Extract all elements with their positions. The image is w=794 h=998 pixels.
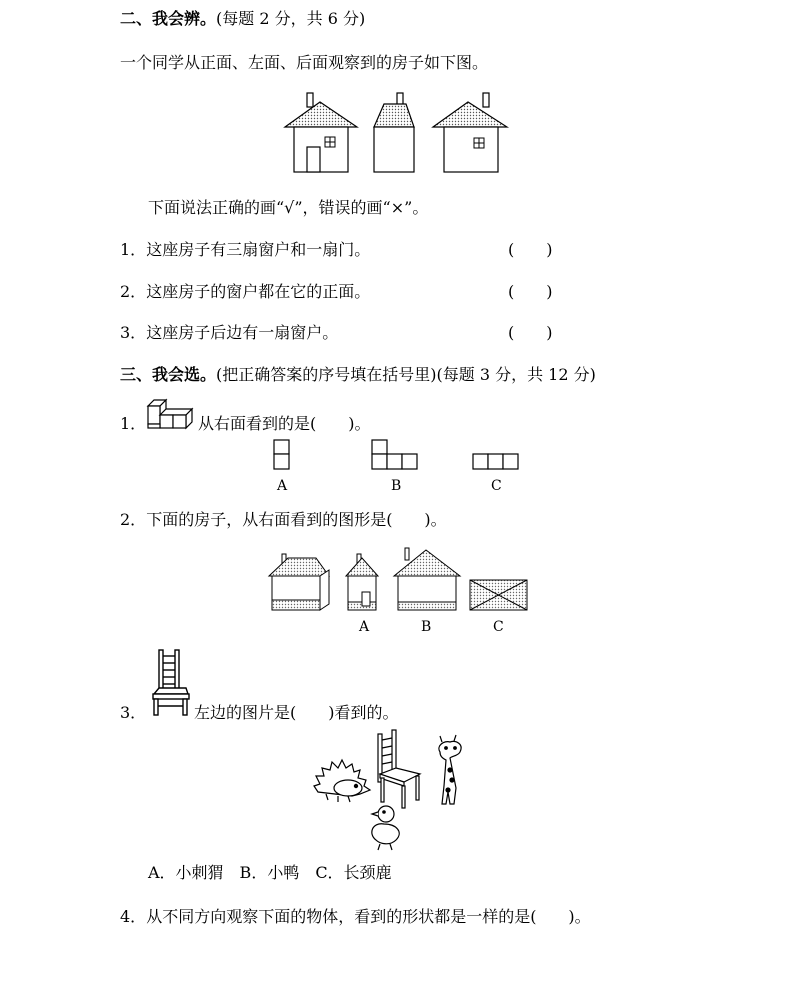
q2-option-a-figure	[346, 554, 378, 610]
s3-q1-num: 1．	[120, 414, 147, 433]
q1-option-a-label: A	[277, 478, 288, 494]
q1-option-a-figure	[273, 439, 291, 471]
s2-item-1-num: 1．	[120, 240, 147, 259]
s3-q4	[120, 906, 591, 928]
s3-q2-num: 2．	[120, 510, 147, 529]
s3-q2-text: 下面的房子，从右面看到的图形是( )。	[146, 510, 447, 529]
s3-q4-num: 4．	[120, 907, 147, 926]
animals-around-chair-figure	[312, 728, 488, 852]
section3-score: (把正确答案的序号填在括号里)(每题 3 分，共 12 分)	[216, 365, 596, 384]
s2-item-3-text: 这座房子后边有一扇窗户。	[146, 323, 339, 342]
section2-score: (每题 2 分，共 6 分)	[216, 9, 366, 28]
q2-option-a-label: A	[359, 619, 370, 635]
q2-house	[269, 554, 329, 610]
house-views-figure	[280, 90, 520, 180]
s2-item-2-num: 2．	[120, 282, 147, 301]
house-left-view	[374, 93, 414, 172]
q2-option-b-figure	[394, 548, 460, 610]
q1-option-b-label: B	[391, 478, 402, 494]
s2-item-2-answer[interactable]: ( )	[508, 282, 553, 301]
s3-q3-num: 3．	[120, 703, 147, 722]
section2-intro: 一个同学从正面、左面、后面观察到的房子如下图。	[120, 53, 489, 72]
s3-q4-text: 从不同方向观察下面的物体，看到的形状都是一样的是( )。	[146, 907, 591, 926]
s2-item-2-text: 这座房子的窗户都在它的正面。	[146, 282, 371, 301]
s3-q3-choices: A．小刺猬 B．小鸭 C．长颈鹿	[148, 863, 392, 882]
cube-arrangement-figure	[146, 396, 196, 432]
q2-option-c-label: C	[493, 619, 504, 635]
s3-q1-text: 从右面看到的是( )。	[198, 414, 371, 433]
hedgehog-icon	[314, 760, 370, 802]
s3-q3-text: 左边的图片是( )看到的。	[194, 703, 399, 722]
duck-icon	[372, 806, 399, 850]
q1-option-b-figure	[371, 439, 421, 471]
s2-item-1	[120, 239, 370, 261]
house-front-view	[285, 93, 357, 172]
q2-option-b-label: B	[421, 619, 432, 635]
section2-title: 二、我会辨。	[120, 9, 217, 28]
s2-item-3-num: 3．	[120, 323, 147, 342]
section2-heading	[120, 8, 365, 30]
q1-option-c-label: C	[491, 478, 502, 494]
s2-item-1-text: 这座房子有三扇窗户和一扇门。	[146, 240, 371, 259]
s2-item-3	[120, 322, 338, 344]
house-back-view	[433, 93, 507, 172]
q2-option-c-figure	[470, 580, 527, 610]
s2-item-3-answer[interactable]: ( )	[508, 323, 553, 342]
q1-option-c-figure	[472, 453, 522, 471]
q2-houses-figure	[266, 546, 530, 614]
chair-side-view-icon	[150, 648, 192, 718]
section3-title: 三、我会选。	[120, 365, 217, 384]
s2-item-1-answer[interactable]: ( )	[508, 240, 553, 259]
chair-icon	[378, 730, 420, 808]
s2-item-2	[120, 281, 370, 303]
section2-instruction: 下面说法正确的画“√”，错误的画“×”。	[148, 198, 429, 217]
giraffe-icon	[439, 735, 461, 804]
s3-q2	[120, 509, 447, 531]
section3-heading	[120, 364, 596, 386]
